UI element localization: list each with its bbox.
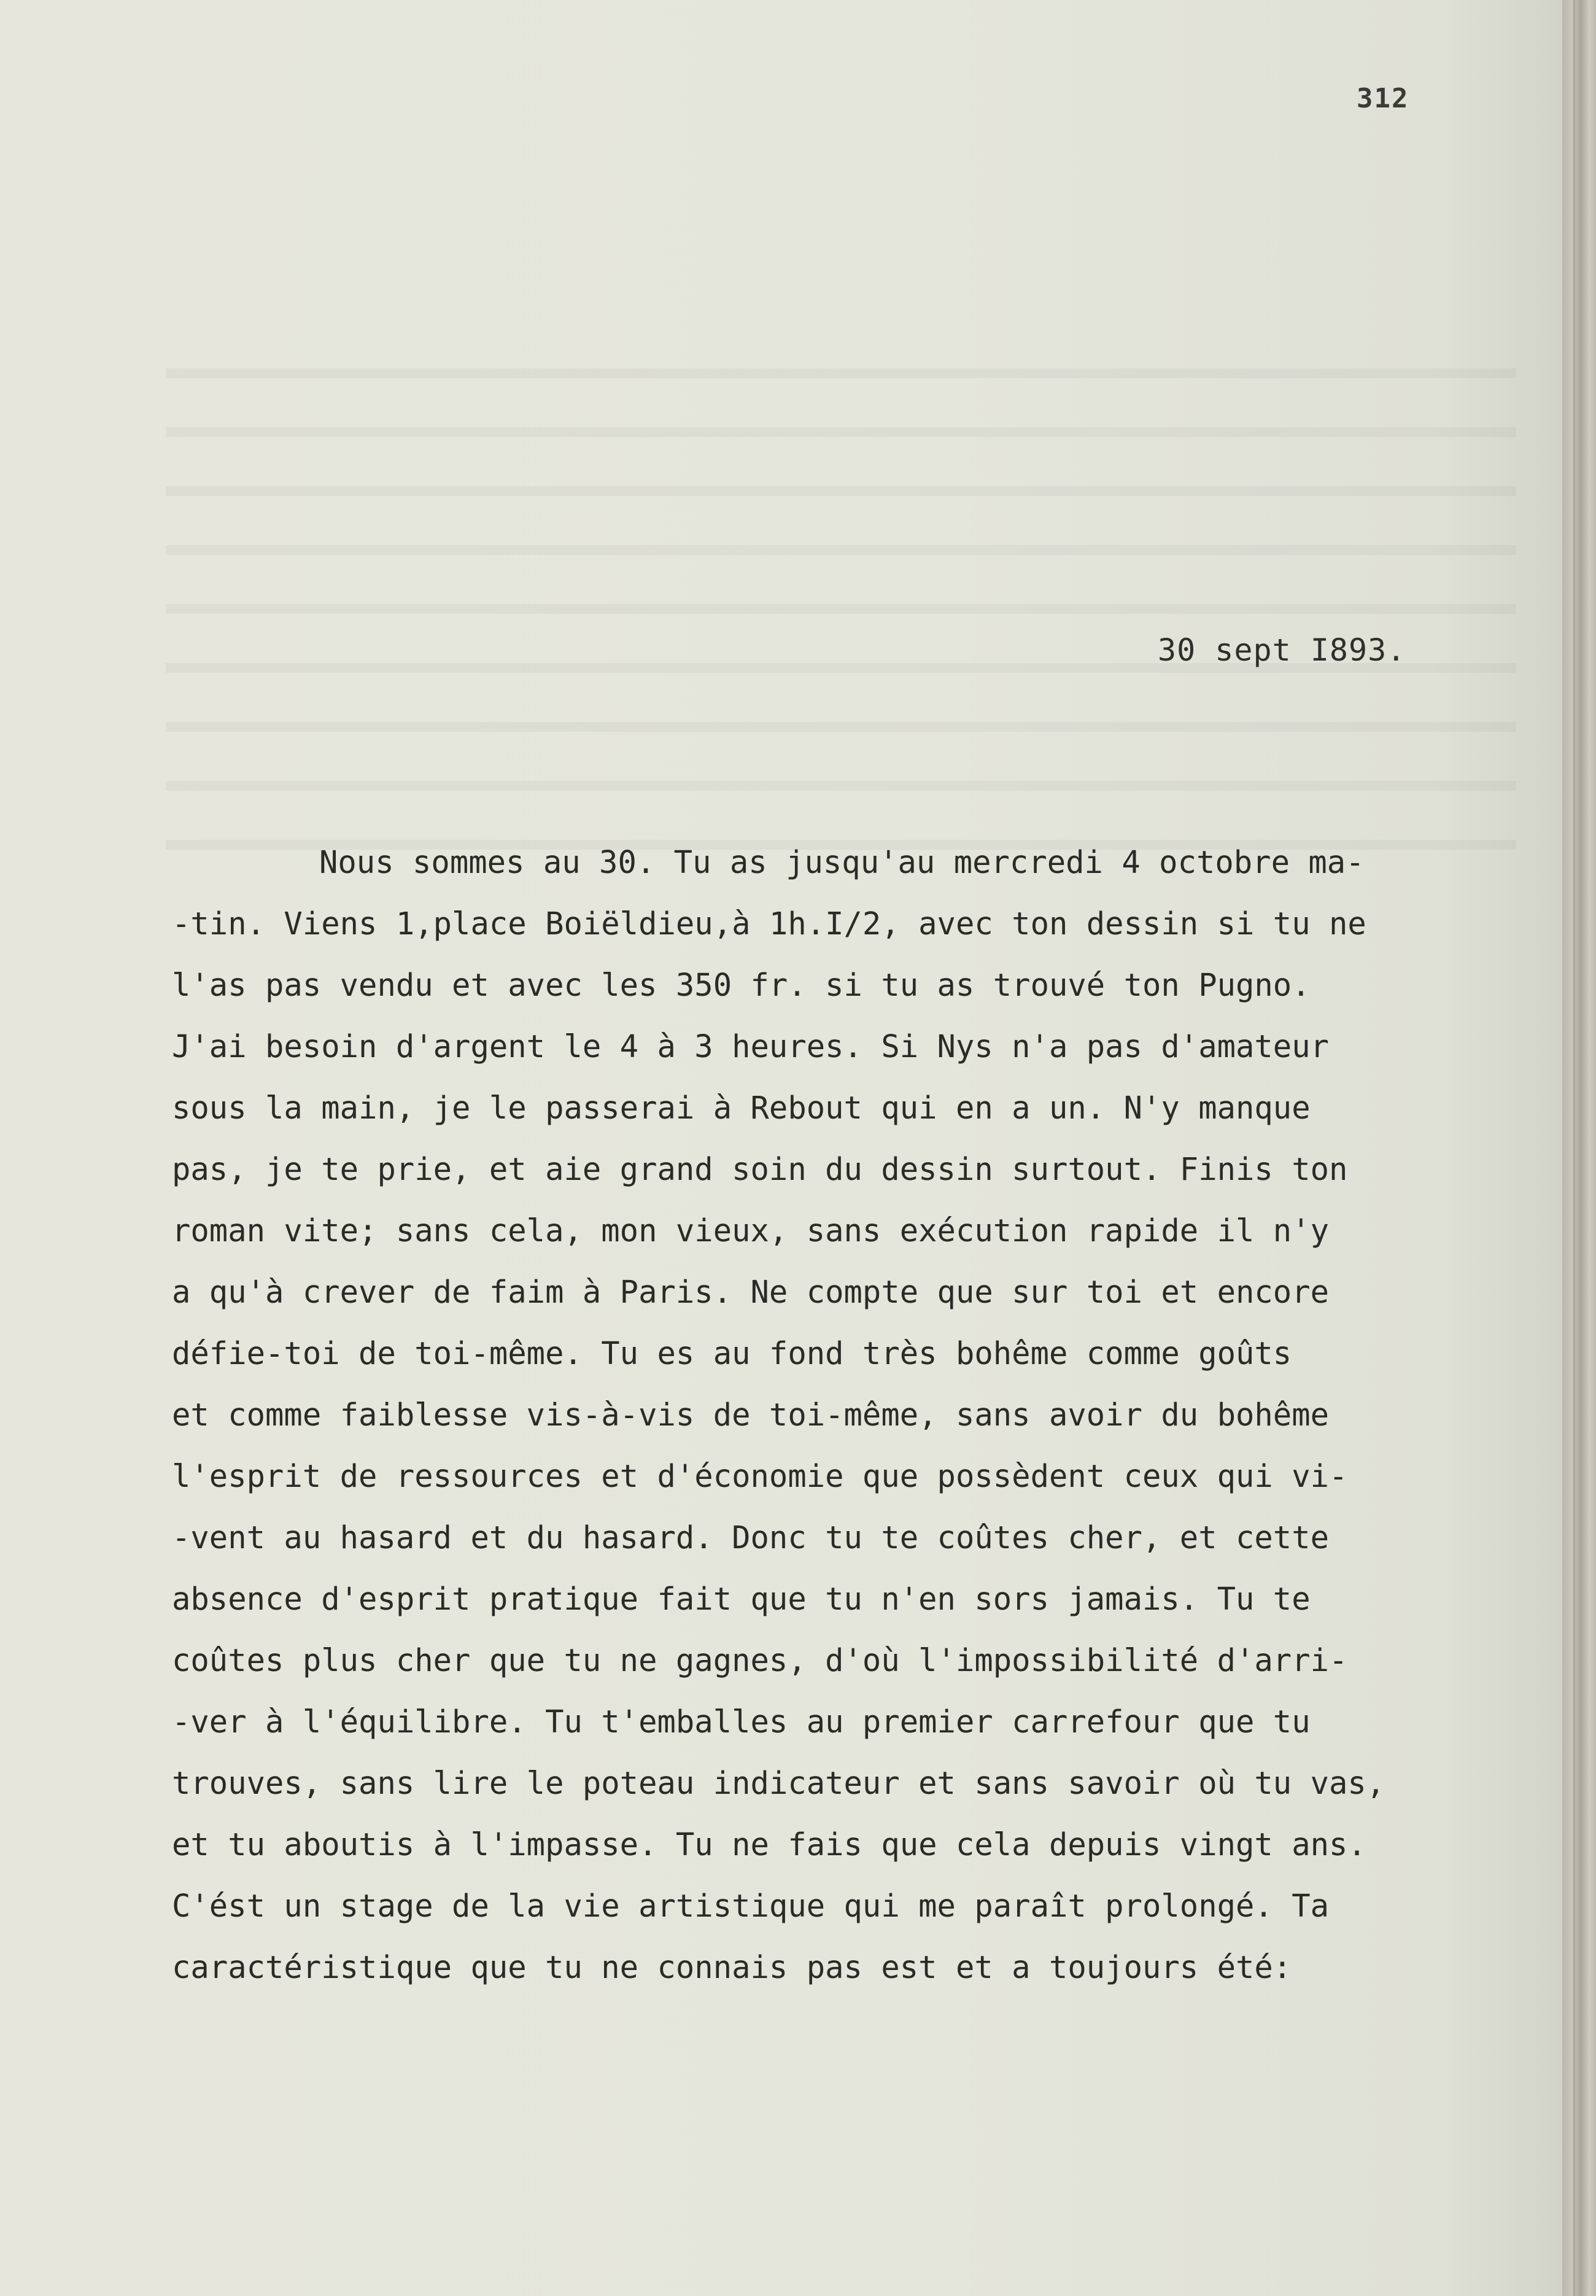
text-line: et comme faiblesse vis-à-vis de toi-même, sans avoir du bohême bbox=[172, 1397, 1330, 1433]
text-line: l'esprit de ressources et d'économie que possèdent ceux qui vi- bbox=[172, 1458, 1348, 1494]
page-edge bbox=[1562, 0, 1596, 2296]
text-line: -vent au hasard et du hasard. Donc tu te coûtes cher, et cette bbox=[172, 1519, 1330, 1556]
text-line: -ver à l'équilibre. Tu t'emballes au premier carrefour que tu bbox=[172, 1704, 1311, 1740]
text-line: et tu aboutis à l'impasse. Tu ne fais que cela depuis vingt ans. bbox=[172, 1826, 1366, 1863]
text-line: C'ést un stage de la vie artistique qui me paraît prolongé. Ta bbox=[172, 1888, 1330, 1924]
text-line: J'ai besoin d'argent le 4 à 3 heures. Si Nys n'a pas d'amateur bbox=[172, 1028, 1330, 1065]
text-line: pas, je te prie, et aie grand soin du dessin surtout. Finis ton bbox=[172, 1151, 1348, 1187]
text-line: trouves, sans lire le poteau indicateur et sans savoir où tu vas, bbox=[172, 1765, 1385, 1801]
text-line: a qu'à crever de faim à Paris. Ne compte que sur toi et encore bbox=[172, 1274, 1330, 1310]
text-line: Nous sommes au 30. Tu as jusqu'au mercredi 4 octobre ma- bbox=[319, 844, 1365, 880]
letter-body bbox=[172, 832, 1559, 1998]
text-line: absence d'esprit pratique fait que tu n'en sors jamais. Tu te bbox=[172, 1581, 1311, 1617]
show-through-shadow bbox=[166, 344, 1516, 896]
text-line: sous la main, je le passerai à Rebout qui en a un. N'y manque bbox=[172, 1090, 1311, 1126]
text-line: caractéristique que tu ne connais pas est et a toujours été: bbox=[172, 1949, 1292, 1985]
letter-date: 30 sept I893. bbox=[1158, 632, 1406, 668]
page-number: 312 bbox=[1357, 83, 1409, 114]
text-line: l'as pas vendu et avec les 350 fr. si tu as trouvé ton Pugno. bbox=[172, 967, 1311, 1003]
text-line: défie-toi de toi-même. Tu es au fond très bohême comme goûts bbox=[172, 1335, 1292, 1371]
text-line: coûtes plus cher que tu ne gagnes, d'où l'impossibilité d'arri- bbox=[172, 1642, 1348, 1678]
text-line: roman vite; sans cela, mon vieux, sans exécution rapide il n'y bbox=[172, 1212, 1330, 1249]
text-line: -tin. Viens 1,place Boiëldieu,à 1h.I/2, avec ton dessin si tu ne bbox=[172, 906, 1366, 942]
